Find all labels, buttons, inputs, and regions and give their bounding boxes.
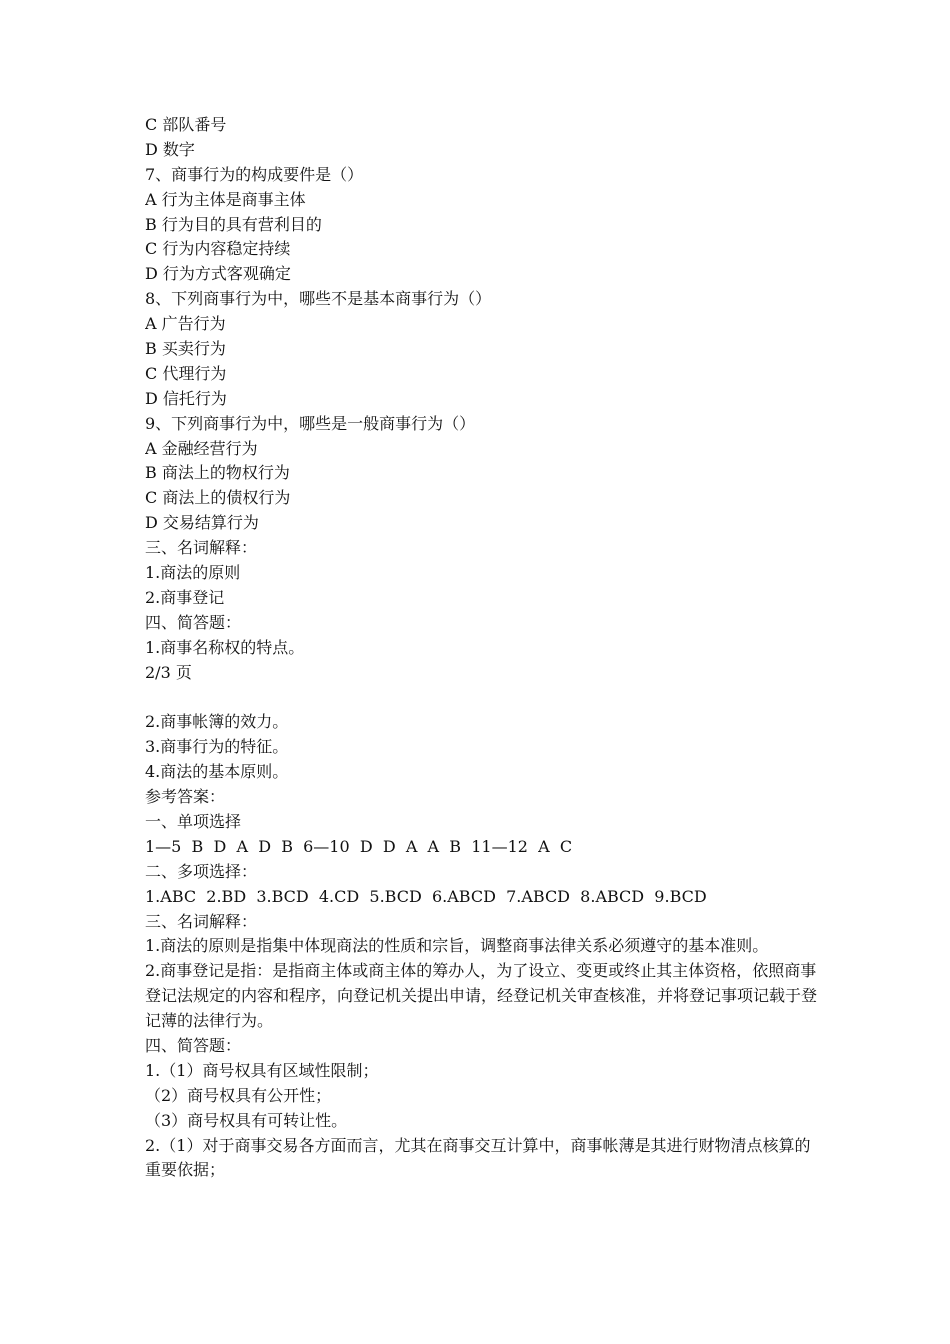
question-9: 9、下列商事行为中，哪些是一般商事行为（） [145,413,476,433]
option-a: A 金融经营行为 [145,438,258,458]
question-8: 8、下列商事行为中，哪些不是基本商事行为（） [145,289,492,309]
option-d: D 交易结算行为 [145,513,259,533]
option-c: C 行为内容稳定持续 [145,239,291,259]
text-line: 2.商事帐簿的效力。 [145,712,289,732]
section-heading: 三、名词解释： [145,911,258,931]
section-heading: 三、名词解释： [145,538,258,558]
option-a: A 广告行为 [145,314,226,334]
answer-line: （3）商号权具有可转让性。 [145,1110,348,1130]
answer-line: 1.ABC 2.BD 3.BCD 4.CD 5.BCD 6.ABCD 7.ABCD 8.ABCD 9.BCD [145,886,707,906]
answer-paragraph: 2.（1）对于商事交易各方面而言，尤其在商事交互计算中，商事帐薄是其进行财物清点核算的重要依据； [145,1135,811,1180]
section-heading: 四、简答题： [145,612,242,632]
section-heading: 二、多项选择： [145,861,258,881]
section-heading: 四、简答题： [145,1036,242,1056]
option-a: A 行为主体是商事主体 [145,189,306,209]
answer-line: （2）商号权具有公开性； [145,1085,332,1105]
line-block-bottom-b [145,1034,825,1134]
answer-line: 1.（1）商号权具有区域性限制； [145,1060,379,1080]
answer-paragraph: 2.商事登记是指：是指商主体或商主体的筹办人，为了设立、变更或终止其主体资格，依照商事登记法规定的内容和程序，向登记机关提出申请，经登记机关审查核准，并将登记事项记载于登记薄的法律行为。 [145,961,818,1031]
option-c: C 商法上的债权行为 [145,488,291,508]
answer-paragraph: 1.商法的原则是指集中体现商法的性质和宗旨，调整商事法律关系必须遵守的基本准则。 [145,936,769,956]
question-7: 7、商事行为的构成要件是（） [145,164,364,184]
line-block-top [145,113,825,685]
option-b: B 行为目的具有营利目的 [145,214,322,234]
text-line: 1.商事名称权的特点。 [145,637,305,657]
answer-line: 1—5 B D A D B 6—10 D D A A B 11—12 A C [145,836,573,856]
document-page [145,113,825,1183]
section-heading: 一、单项选择 [145,811,242,831]
option-b: B 买卖行为 [145,339,226,359]
option-d: D 信托行为 [145,388,227,408]
text-line: 1.商法的原则 [145,563,241,583]
option-c: C 代理行为 [145,363,227,383]
answers-heading: 参考答案： [145,787,226,807]
line-block-bottom-a [145,710,825,934]
text-line: 4.商法的基本原则。 [145,762,289,782]
option-b: B 商法上的物权行为 [145,463,290,483]
text-line: C 部队番号 [145,115,227,134]
text-line: D 数字 [145,139,195,159]
page-number: 2/3 页 [145,662,192,682]
option-d: D 行为方式客观确定 [145,264,291,284]
text-line: 2.商事登记 [145,587,225,607]
text-line: 3.商事行为的特征。 [145,737,289,757]
page-break-gap [145,685,825,710]
